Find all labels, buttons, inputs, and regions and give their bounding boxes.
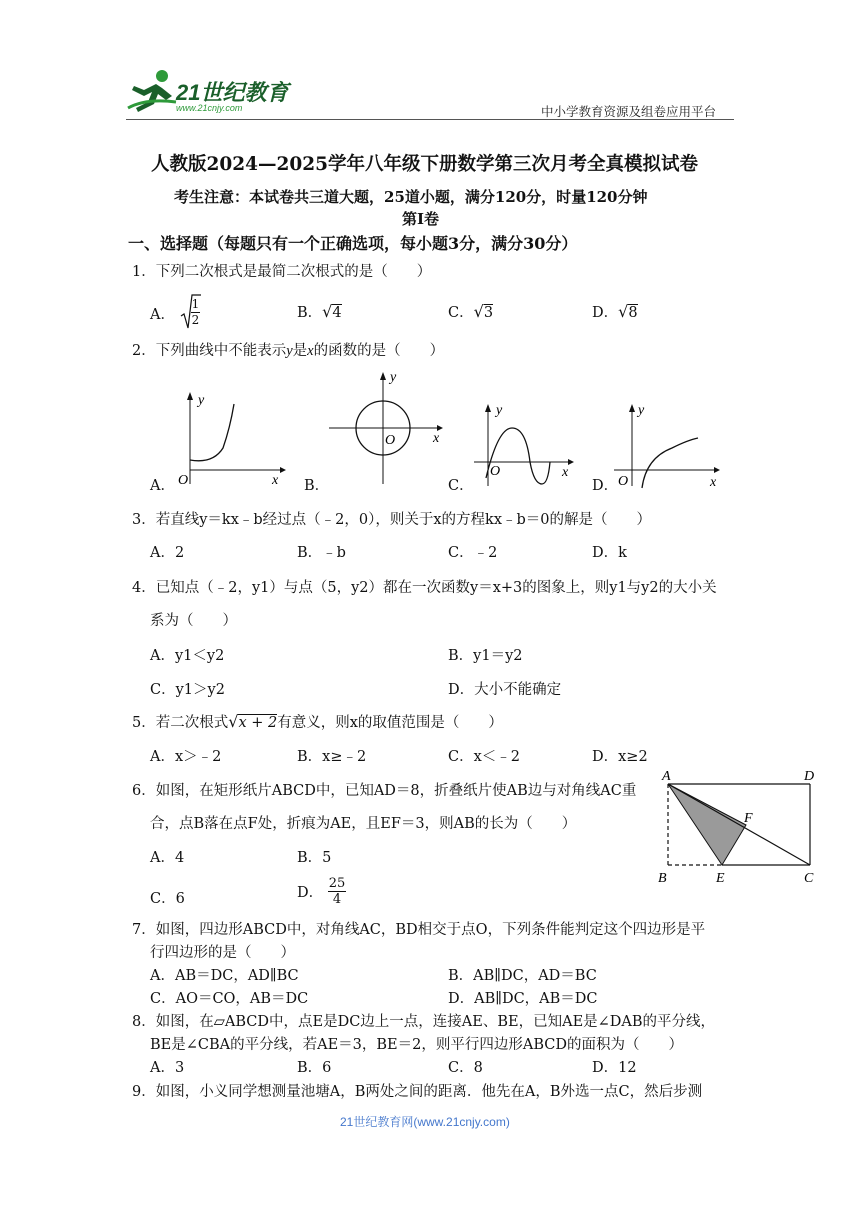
q4-option-b: B．y1＝y2 xyxy=(448,648,523,664)
q6-option-a: A．4 xyxy=(150,850,185,866)
svg-text:O: O xyxy=(490,464,501,479)
svg-text:O: O xyxy=(178,473,189,488)
q8-option-c: C．8 xyxy=(448,1060,483,1076)
svg-text:B: B xyxy=(658,871,667,886)
q3-option-c: C．﹣2 xyxy=(448,545,498,561)
header-rule xyxy=(126,119,734,120)
q4-option-d: D．大小不能确定 xyxy=(448,682,562,698)
q7-option-a: A．AB＝DC，AD∥BC xyxy=(150,968,299,984)
q1-option-c: C．√3 xyxy=(448,302,494,321)
exam-notice: 考生注意：本试卷共三道大题，25道小题，满分120分，时量120分钟 xyxy=(174,188,648,206)
svg-text:D: D xyxy=(804,769,815,784)
platform-text: 中小学教育资源及组卷应用平台 xyxy=(541,104,717,119)
footer-link[interactable]: 21世纪教育网(www.21cnjy.com) xyxy=(340,1115,510,1129)
q9-stem-line1: 9．如图，小义同学想测量池塘A，B两处之间的距离．他先在A，B外选一点C，然后步测 xyxy=(132,1084,703,1100)
q2-graph-a xyxy=(168,388,288,488)
q4-option-c: C．y1＞y2 xyxy=(150,682,225,698)
q5-option-a: A．x＞﹣2 xyxy=(150,749,222,765)
q5-option-b: B．x≥﹣2 xyxy=(297,749,367,765)
q3-option-a: A．2 xyxy=(150,545,185,561)
svg-text:x: x xyxy=(710,475,717,490)
q3-stem: 3．若直线y＝kx﹣b经过点（﹣2，0），则关于x的方程kx﹣b＝0的解是（ ） xyxy=(132,512,652,528)
q7-stem-line1: 7．如图，四边形ABCD中，对角线AC，BD相交于点O，下列条件能判定这个四边形是平 xyxy=(132,922,706,938)
q8-stem-line1: 8．如图，在▱ABCD中，点E是DC边上一点，连接AE、BE，已知AE是∠DAB的平分线， xyxy=(132,1014,716,1030)
q6-stem-line2: 合，点B落在点F处，折痕为AE，且EF＝3，则AB的长为（ ） xyxy=(150,816,577,832)
q2-label-d: D． xyxy=(592,478,619,494)
q7-option-c: C．AO＝CO，AB＝DC xyxy=(150,991,309,1007)
q8-stem-line2: BE是∠CBA的平分线，若AE＝3，BE＝2，则平行四边形ABCD的面积为（ ） xyxy=(150,1037,683,1053)
exam-title: 人教版2024—2025学年八年级下册数学第三次月考全真模拟试卷 xyxy=(151,154,698,175)
q7-option-b: B．AB∥DC，AD＝BC xyxy=(448,968,597,984)
q2-label-a: A． xyxy=(150,478,175,494)
svg-text:y: y xyxy=(496,403,503,418)
q2-stem: 2．下列曲线中不能表示y是x的函数的是（ ） xyxy=(132,343,445,359)
volume-label: 第Ⅰ卷 xyxy=(402,210,440,228)
svg-text:y: y xyxy=(198,393,205,408)
svg-text:x: x xyxy=(272,473,279,488)
svg-text:A: A xyxy=(662,769,671,784)
svg-text:E: E xyxy=(716,871,725,886)
q5-option-c: C．x＜﹣2 xyxy=(448,749,520,765)
q8-option-d: D．12 xyxy=(592,1060,637,1076)
q1-option-b: B．√4 xyxy=(297,302,342,321)
q3-option-d: D．k xyxy=(592,545,627,561)
q4-stem-line2: 系为（ ） xyxy=(150,613,237,629)
svg-text:O: O xyxy=(385,433,396,448)
runner-logo-icon xyxy=(126,68,180,116)
q5-stem: 5．若二次根式√x + 2有意义，则x的取值范围是（ ） xyxy=(132,712,503,731)
q7-option-d: D．AB∥DC，AB＝DC xyxy=(448,991,598,1007)
q6-rectangle-figure xyxy=(652,768,822,890)
q1-option-d: D．√8 xyxy=(592,302,638,321)
q5-option-d: D．x≥2 xyxy=(592,749,648,765)
q2-graph-b xyxy=(325,366,450,488)
header-logo xyxy=(126,68,296,118)
q1-stem: 1．下列二次根式是最简二次根式的是（ ） xyxy=(132,264,432,280)
q2-graph-c xyxy=(472,398,582,488)
q6-option-b: B．5 xyxy=(297,850,332,866)
q4-option-a: A．y1＜y2 xyxy=(150,648,225,664)
logo-text: 21世纪教育 xyxy=(176,80,289,105)
q3-option-b: B．﹣b xyxy=(297,545,346,561)
q6-option-d: D． $\frac{25}{4}$ xyxy=(297,876,346,907)
q6-option-c: C．6 xyxy=(150,891,185,907)
q2-graph-d xyxy=(610,398,726,490)
q8-option-a: A．3 xyxy=(150,1060,185,1076)
svg-text:y: y xyxy=(638,403,645,418)
q8-option-b: B．6 xyxy=(297,1060,332,1076)
q4-stem-line1: 4．已知点（﹣2，y1）与点（5，y2）都在一次函数y＝x+3的图象上，则y1与y2的大小关 xyxy=(132,580,717,596)
section-1-heading: 一、选择题（每题只有一个正确选项，每小题3分，满分30分） xyxy=(128,234,578,253)
svg-text:x: x xyxy=(433,431,440,446)
q6-stem-line1: 6．如图，在矩形纸片ABCD中，已知AD＝8，折叠纸片使AB边与对角线AC重 xyxy=(132,783,637,799)
svg-text:O: O xyxy=(618,474,629,489)
q2-label-c: C． xyxy=(448,478,474,494)
svg-text:x: x xyxy=(562,465,569,480)
svg-text:C: C xyxy=(804,871,814,886)
svg-text:y: y xyxy=(390,370,397,385)
q2-label-b: B． xyxy=(304,478,330,494)
svg-text:F: F xyxy=(744,811,753,826)
logo-url: www.21cnjy.com xyxy=(176,103,243,113)
q7-stem-line2: 行四边形的是（ ） xyxy=(150,945,295,961)
q1-option-a: A． $\frac{1}{2}$ xyxy=(150,297,200,327)
